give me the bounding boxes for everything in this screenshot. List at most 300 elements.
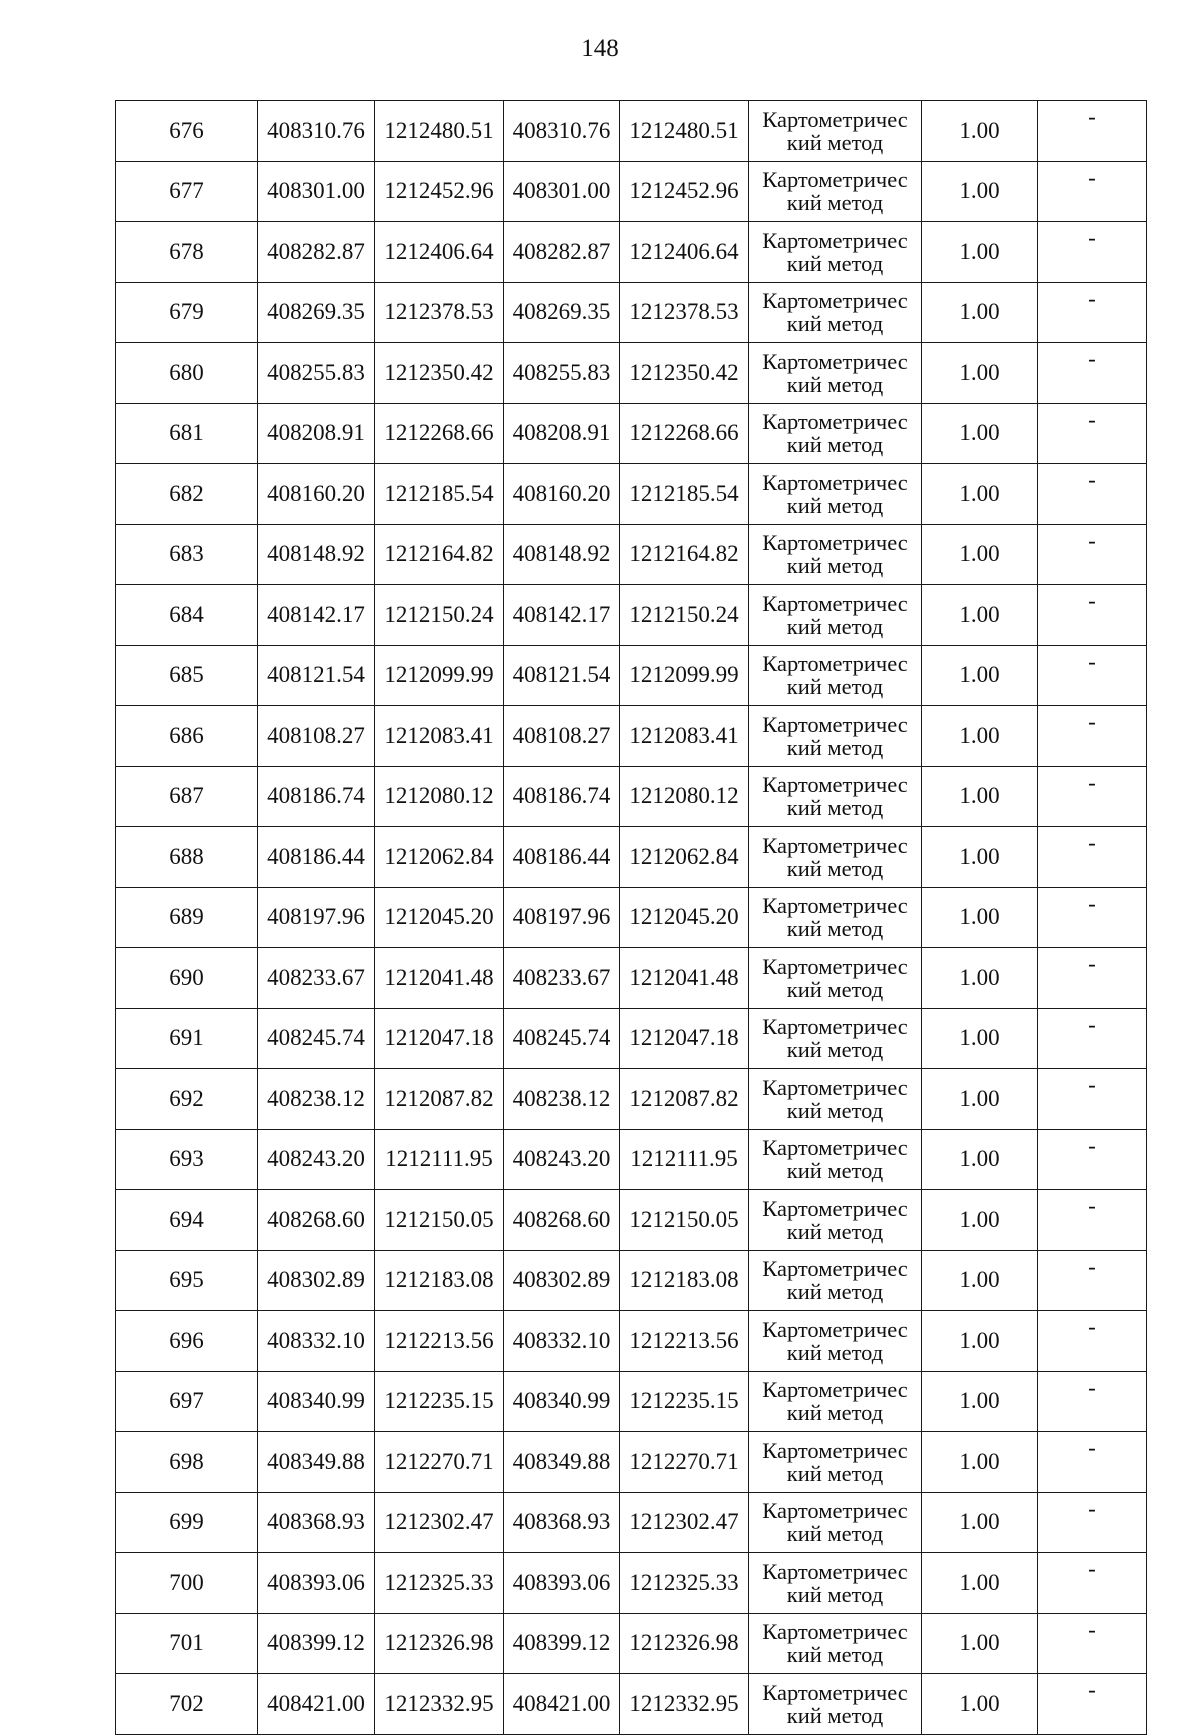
point-number-cell: 682 <box>116 464 258 525</box>
note-cell: - <box>1038 1008 1147 1069</box>
method-cell <box>749 1069 922 1130</box>
note-cell: - <box>1038 464 1147 525</box>
method-line-1: Картометричес <box>762 1256 908 1282</box>
x-coordinate-existing-cell: 408393.06 <box>504 1553 620 1614</box>
y-coordinate-existing-cell: 1212183.08 <box>620 1250 749 1311</box>
method-line-1: Картометричес <box>762 1377 908 1403</box>
y-coordinate-cell: 1212062.84 <box>375 827 504 888</box>
y-coordinate-existing-cell: 1212185.54 <box>620 464 749 525</box>
note-cell: - <box>1038 1492 1147 1553</box>
x-coordinate-cell: 408255.83 <box>258 343 375 404</box>
table-row <box>116 101 1147 162</box>
y-coordinate-existing-cell: 1212080.12 <box>620 766 749 827</box>
y-coordinate-cell: 1212150.05 <box>375 1190 504 1251</box>
x-coordinate-existing-cell: 408186.74 <box>504 766 620 827</box>
y-coordinate-cell: 1212083.41 <box>375 706 504 767</box>
method-line-1: Картометричес <box>762 1316 908 1342</box>
method-cell <box>749 827 922 888</box>
note-cell: - <box>1038 282 1147 343</box>
table-row <box>116 1250 1147 1311</box>
x-coordinate-existing-cell: 408233.67 <box>504 948 620 1009</box>
table-row <box>116 706 1147 767</box>
method-line-1: Картометричес <box>762 106 908 132</box>
accuracy-cell: 1.00 <box>922 1674 1038 1735</box>
x-coordinate-cell: 408269.35 <box>258 282 375 343</box>
point-number-cell: 688 <box>116 827 258 888</box>
method-cell <box>749 1553 922 1614</box>
x-coordinate-existing-cell: 408349.88 <box>504 1432 620 1493</box>
method-cell <box>749 222 922 283</box>
x-coordinate-cell: 408421.00 <box>258 1674 375 1735</box>
y-coordinate-existing-cell: 1212378.53 <box>620 282 749 343</box>
method-cell <box>749 403 922 464</box>
point-number-cell: 684 <box>116 585 258 646</box>
y-coordinate-cell: 1212452.96 <box>375 161 504 222</box>
method-line-1: Картометричес <box>762 288 908 314</box>
x-coordinate-cell: 408302.89 <box>258 1250 375 1311</box>
y-coordinate-existing-cell: 1212041.48 <box>620 948 749 1009</box>
point-number-cell: 692 <box>116 1069 258 1130</box>
point-number-cell: 677 <box>116 161 258 222</box>
method-line-1: Картометричес <box>762 1679 908 1705</box>
point-number-cell: 691 <box>116 1008 258 1069</box>
table-row <box>116 827 1147 888</box>
point-number-cell: 686 <box>116 706 258 767</box>
point-number-cell: 693 <box>116 1129 258 1190</box>
accuracy-cell: 1.00 <box>922 827 1038 888</box>
note-cell: - <box>1038 1069 1147 1130</box>
y-coordinate-existing-cell: 1212235.15 <box>620 1371 749 1432</box>
method-line-1: Картометричес <box>762 772 908 798</box>
accuracy-cell: 1.00 <box>922 1069 1038 1130</box>
x-coordinate-existing-cell: 408421.00 <box>504 1674 620 1735</box>
x-coordinate-cell: 408310.76 <box>258 101 375 162</box>
y-coordinate-cell: 1212213.56 <box>375 1311 504 1372</box>
y-coordinate-cell: 1212164.82 <box>375 524 504 585</box>
accuracy-cell: 1.00 <box>922 403 1038 464</box>
accuracy-cell: 1.00 <box>922 1250 1038 1311</box>
note-cell: - <box>1038 1432 1147 1493</box>
x-coordinate-cell: 408238.12 <box>258 1069 375 1130</box>
y-coordinate-existing-cell: 1212480.51 <box>620 101 749 162</box>
note-cell: - <box>1038 1371 1147 1432</box>
method-line-2: кий метод <box>786 1400 884 1426</box>
point-number-cell: 678 <box>116 222 258 283</box>
table-row <box>116 464 1147 525</box>
method-cell <box>749 1311 922 1372</box>
x-coordinate-existing-cell: 408269.35 <box>504 282 620 343</box>
method-cell <box>749 706 922 767</box>
method-cell <box>749 887 922 948</box>
y-coordinate-existing-cell: 1212045.20 <box>620 887 749 948</box>
method-line-2: кий метод <box>786 1218 884 1244</box>
method-cell <box>749 524 922 585</box>
accuracy-cell: 1.00 <box>922 161 1038 222</box>
method-line-2: кий метод <box>786 250 884 276</box>
method-line-2: кий метод <box>786 1097 884 1123</box>
method-cell <box>749 1008 922 1069</box>
method-cell <box>749 1613 922 1674</box>
method-line-2: кий метод <box>786 976 884 1002</box>
method-line-1: Картометричес <box>762 711 908 737</box>
x-coordinate-existing-cell: 408208.91 <box>504 403 620 464</box>
accuracy-cell: 1.00 <box>922 706 1038 767</box>
method-cell <box>749 766 922 827</box>
x-coordinate-cell: 408233.67 <box>258 948 375 1009</box>
y-coordinate-cell: 1212270.71 <box>375 1432 504 1493</box>
y-coordinate-cell: 1212185.54 <box>375 464 504 525</box>
table-row <box>116 343 1147 404</box>
table-row <box>116 1371 1147 1432</box>
accuracy-cell: 1.00 <box>922 282 1038 343</box>
accuracy-cell: 1.00 <box>922 464 1038 525</box>
method-line-1: Картометричес <box>762 167 908 193</box>
y-coordinate-existing-cell: 1212270.71 <box>620 1432 749 1493</box>
accuracy-cell: 1.00 <box>922 101 1038 162</box>
x-coordinate-cell: 408160.20 <box>258 464 375 525</box>
method-line-1: Картометричес <box>762 1195 908 1221</box>
note-cell: - <box>1038 585 1147 646</box>
method-line-2: кий метод <box>786 1702 884 1728</box>
y-coordinate-existing-cell: 1212452.96 <box>620 161 749 222</box>
y-coordinate-cell: 1212350.42 <box>375 343 504 404</box>
y-coordinate-cell: 1212080.12 <box>375 766 504 827</box>
y-coordinate-existing-cell: 1212332.95 <box>620 1674 749 1735</box>
table-row <box>116 1069 1147 1130</box>
point-number-cell: 699 <box>116 1492 258 1553</box>
table-row <box>116 585 1147 646</box>
accuracy-cell: 1.00 <box>922 1492 1038 1553</box>
note-cell: - <box>1038 766 1147 827</box>
page-number: 148 <box>581 35 619 62</box>
table-row <box>116 887 1147 948</box>
x-coordinate-existing-cell: 408368.93 <box>504 1492 620 1553</box>
method-line-1: Картометричес <box>762 1074 908 1100</box>
method-line-2: кий метод <box>786 1279 884 1305</box>
y-coordinate-existing-cell: 1212326.98 <box>620 1613 749 1674</box>
method-line-1: Картометричес <box>762 1619 908 1645</box>
x-coordinate-cell: 408340.99 <box>258 1371 375 1432</box>
table-row <box>116 645 1147 706</box>
note-cell: - <box>1038 101 1147 162</box>
method-line-2: кий метод <box>786 916 884 942</box>
table-row <box>116 403 1147 464</box>
point-number-cell: 683 <box>116 524 258 585</box>
note-cell: - <box>1038 706 1147 767</box>
x-coordinate-existing-cell: 408238.12 <box>504 1069 620 1130</box>
method-line-1: Картометричес <box>762 1558 908 1584</box>
method-line-1: Картометричес <box>762 469 908 495</box>
table-row <box>116 1492 1147 1553</box>
y-coordinate-cell: 1212480.51 <box>375 101 504 162</box>
coordinates-table <box>115 100 1147 1735</box>
method-line-1: Картометричес <box>762 651 908 677</box>
table-row <box>116 1674 1147 1735</box>
x-coordinate-cell: 408332.10 <box>258 1311 375 1372</box>
accuracy-cell: 1.00 <box>922 948 1038 1009</box>
y-coordinate-cell: 1212183.08 <box>375 1250 504 1311</box>
method-line-2: кий метод <box>786 311 884 337</box>
x-coordinate-existing-cell: 408302.89 <box>504 1250 620 1311</box>
x-coordinate-existing-cell: 408121.54 <box>504 645 620 706</box>
table-row <box>116 1190 1147 1251</box>
note-cell: - <box>1038 1674 1147 1735</box>
y-coordinate-existing-cell: 1212350.42 <box>620 343 749 404</box>
x-coordinate-existing-cell: 408340.99 <box>504 1371 620 1432</box>
method-cell <box>749 1371 922 1432</box>
y-coordinate-existing-cell: 1212213.56 <box>620 1311 749 1372</box>
note-cell: - <box>1038 1190 1147 1251</box>
method-line-2: кий метод <box>786 190 884 216</box>
method-line-2: кий метод <box>786 129 884 155</box>
x-coordinate-cell: 408121.54 <box>258 645 375 706</box>
x-coordinate-existing-cell: 408108.27 <box>504 706 620 767</box>
method-line-2: кий метод <box>786 1642 884 1668</box>
note-cell: - <box>1038 1129 1147 1190</box>
method-line-1: Картометричес <box>762 1135 908 1161</box>
method-cell <box>749 585 922 646</box>
x-coordinate-existing-cell: 408243.20 <box>504 1129 620 1190</box>
method-line-1: Картометричес <box>762 227 908 253</box>
method-line-2: кий метод <box>786 674 884 700</box>
x-coordinate-cell: 408186.74 <box>258 766 375 827</box>
x-coordinate-cell: 408186.44 <box>258 827 375 888</box>
method-line-1: Картометричес <box>762 1437 908 1463</box>
accuracy-cell: 1.00 <box>922 1613 1038 1674</box>
method-cell <box>749 161 922 222</box>
table-row <box>116 1432 1147 1493</box>
point-number-cell: 702 <box>116 1674 258 1735</box>
method-cell <box>749 1129 922 1190</box>
y-coordinate-cell: 1212406.64 <box>375 222 504 283</box>
x-coordinate-cell: 408245.74 <box>258 1008 375 1069</box>
method-line-2: кий метод <box>786 1339 884 1365</box>
point-number-cell: 685 <box>116 645 258 706</box>
point-number-cell: 676 <box>116 101 258 162</box>
y-coordinate-existing-cell: 1212087.82 <box>620 1069 749 1130</box>
x-coordinate-cell: 408108.27 <box>258 706 375 767</box>
method-line-1: Картометричес <box>762 590 908 616</box>
method-cell <box>749 1674 922 1735</box>
x-coordinate-existing-cell: 408197.96 <box>504 887 620 948</box>
y-coordinate-cell: 1212041.48 <box>375 948 504 1009</box>
y-coordinate-existing-cell: 1212325.33 <box>620 1553 749 1614</box>
accuracy-cell: 1.00 <box>922 1008 1038 1069</box>
accuracy-cell: 1.00 <box>922 1371 1038 1432</box>
point-number-cell: 695 <box>116 1250 258 1311</box>
x-coordinate-cell: 408208.91 <box>258 403 375 464</box>
method-cell <box>749 343 922 404</box>
y-coordinate-cell: 1212045.20 <box>375 887 504 948</box>
y-coordinate-cell: 1212111.95 <box>375 1129 504 1190</box>
accuracy-cell: 1.00 <box>922 524 1038 585</box>
point-number-cell: 698 <box>116 1432 258 1493</box>
accuracy-cell: 1.00 <box>922 1553 1038 1614</box>
x-coordinate-existing-cell: 408245.74 <box>504 1008 620 1069</box>
table-row <box>116 1008 1147 1069</box>
note-cell: - <box>1038 948 1147 1009</box>
note-cell: - <box>1038 1613 1147 1674</box>
x-coordinate-cell: 408399.12 <box>258 1613 375 1674</box>
y-coordinate-cell: 1212332.95 <box>375 1674 504 1735</box>
point-number-cell: 701 <box>116 1613 258 1674</box>
table-row <box>116 948 1147 1009</box>
method-cell <box>749 1492 922 1553</box>
point-number-cell: 690 <box>116 948 258 1009</box>
point-number-cell: 681 <box>116 403 258 464</box>
method-line-2: кий метод <box>786 613 884 639</box>
x-coordinate-cell: 408349.88 <box>258 1432 375 1493</box>
x-coordinate-cell: 408148.92 <box>258 524 375 585</box>
accuracy-cell: 1.00 <box>922 645 1038 706</box>
y-coordinate-cell: 1212326.98 <box>375 1613 504 1674</box>
method-line-1: Картометричес <box>762 530 908 556</box>
accuracy-cell: 1.00 <box>922 585 1038 646</box>
y-coordinate-cell: 1212099.99 <box>375 645 504 706</box>
method-line-2: кий метод <box>786 1521 884 1547</box>
point-number-cell: 689 <box>116 887 258 948</box>
table-row <box>116 524 1147 585</box>
x-coordinate-cell: 408268.60 <box>258 1190 375 1251</box>
y-coordinate-existing-cell: 1212164.82 <box>620 524 749 585</box>
point-number-cell: 679 <box>116 282 258 343</box>
table-row <box>116 1553 1147 1614</box>
method-line-2: кий метод <box>786 855 884 881</box>
y-coordinate-existing-cell: 1212150.24 <box>620 585 749 646</box>
note-cell: - <box>1038 645 1147 706</box>
method-line-2: кий метод <box>786 492 884 518</box>
y-coordinate-existing-cell: 1212406.64 <box>620 222 749 283</box>
x-coordinate-existing-cell: 408282.87 <box>504 222 620 283</box>
point-number-cell: 700 <box>116 1553 258 1614</box>
method-cell <box>749 1250 922 1311</box>
method-cell <box>749 464 922 525</box>
method-line-1: Картометричес <box>762 1498 908 1524</box>
table-body <box>116 101 1147 1735</box>
x-coordinate-existing-cell: 408310.76 <box>504 101 620 162</box>
note-cell: - <box>1038 524 1147 585</box>
table-row <box>116 1311 1147 1372</box>
method-line-2: кий метод <box>786 553 884 579</box>
y-coordinate-existing-cell: 1212047.18 <box>620 1008 749 1069</box>
x-coordinate-cell: 408393.06 <box>258 1553 375 1614</box>
y-coordinate-existing-cell: 1212111.95 <box>620 1129 749 1190</box>
note-cell: - <box>1038 161 1147 222</box>
method-cell <box>749 645 922 706</box>
x-coordinate-existing-cell: 408301.00 <box>504 161 620 222</box>
method-line-1: Картометричес <box>762 953 908 979</box>
accuracy-cell: 1.00 <box>922 1190 1038 1251</box>
y-coordinate-existing-cell: 1212083.41 <box>620 706 749 767</box>
y-coordinate-existing-cell: 1212099.99 <box>620 645 749 706</box>
method-cell <box>749 282 922 343</box>
x-coordinate-cell: 408142.17 <box>258 585 375 646</box>
x-coordinate-cell: 408243.20 <box>258 1129 375 1190</box>
table-row <box>116 282 1147 343</box>
x-coordinate-existing-cell: 408186.44 <box>504 827 620 888</box>
x-coordinate-cell: 408368.93 <box>258 1492 375 1553</box>
x-coordinate-existing-cell: 408148.92 <box>504 524 620 585</box>
method-line-2: кий метод <box>786 1037 884 1063</box>
x-coordinate-cell: 408301.00 <box>258 161 375 222</box>
x-coordinate-cell: 408282.87 <box>258 222 375 283</box>
table-row <box>116 222 1147 283</box>
method-cell <box>749 948 922 1009</box>
note-cell: - <box>1038 343 1147 404</box>
y-coordinate-cell: 1212268.66 <box>375 403 504 464</box>
accuracy-cell: 1.00 <box>922 343 1038 404</box>
method-cell <box>749 1190 922 1251</box>
accuracy-cell: 1.00 <box>922 1311 1038 1372</box>
method-line-2: кий метод <box>786 1158 884 1184</box>
method-line-2: кий метод <box>786 795 884 821</box>
point-number-cell: 694 <box>116 1190 258 1251</box>
method-line-1: Картометричес <box>762 1014 908 1040</box>
table-row <box>116 161 1147 222</box>
y-coordinate-cell: 1212087.82 <box>375 1069 504 1130</box>
note-cell: - <box>1038 403 1147 464</box>
x-coordinate-existing-cell: 408399.12 <box>504 1613 620 1674</box>
accuracy-cell: 1.00 <box>922 222 1038 283</box>
y-coordinate-cell: 1212378.53 <box>375 282 504 343</box>
method-line-2: кий метод <box>786 1581 884 1607</box>
y-coordinate-existing-cell: 1212302.47 <box>620 1492 749 1553</box>
note-cell: - <box>1038 827 1147 888</box>
method-cell <box>749 101 922 162</box>
y-coordinate-existing-cell: 1212150.05 <box>620 1190 749 1251</box>
y-coordinate-existing-cell: 1212268.66 <box>620 403 749 464</box>
y-coordinate-cell: 1212235.15 <box>375 1371 504 1432</box>
x-coordinate-existing-cell: 408160.20 <box>504 464 620 525</box>
method-line-1: Картометричес <box>762 893 908 919</box>
point-number-cell: 680 <box>116 343 258 404</box>
point-number-cell: 697 <box>116 1371 258 1432</box>
y-coordinate-cell: 1212047.18 <box>375 1008 504 1069</box>
table-row <box>116 1613 1147 1674</box>
accuracy-cell: 1.00 <box>922 1432 1038 1493</box>
note-cell: - <box>1038 1553 1147 1614</box>
x-coordinate-existing-cell: 408332.10 <box>504 1311 620 1372</box>
accuracy-cell: 1.00 <box>922 1129 1038 1190</box>
y-coordinate-existing-cell: 1212062.84 <box>620 827 749 888</box>
note-cell: - <box>1038 1311 1147 1372</box>
note-cell: - <box>1038 887 1147 948</box>
method-line-2: кий метод <box>786 371 884 397</box>
accuracy-cell: 1.00 <box>922 766 1038 827</box>
x-coordinate-existing-cell: 408255.83 <box>504 343 620 404</box>
method-cell <box>749 1432 922 1493</box>
method-line-2: кий метод <box>786 432 884 458</box>
note-cell: - <box>1038 222 1147 283</box>
point-number-cell: 687 <box>116 766 258 827</box>
note-cell: - <box>1038 1250 1147 1311</box>
table-row <box>116 1129 1147 1190</box>
y-coordinate-cell: 1212150.24 <box>375 585 504 646</box>
point-number-cell: 696 <box>116 1311 258 1372</box>
y-coordinate-cell: 1212325.33 <box>375 1553 504 1614</box>
method-line-2: кий метод <box>786 1460 884 1486</box>
x-coordinate-existing-cell: 408142.17 <box>504 585 620 646</box>
method-line-1: Картометричес <box>762 348 908 374</box>
accuracy-cell: 1.00 <box>922 887 1038 948</box>
method-line-1: Картометричес <box>762 832 908 858</box>
method-line-2: кий метод <box>786 734 884 760</box>
y-coordinate-cell: 1212302.47 <box>375 1492 504 1553</box>
method-line-1: Картометричес <box>762 409 908 435</box>
x-coordinate-existing-cell: 408268.60 <box>504 1190 620 1251</box>
x-coordinate-cell: 408197.96 <box>258 887 375 948</box>
table-row <box>116 766 1147 827</box>
